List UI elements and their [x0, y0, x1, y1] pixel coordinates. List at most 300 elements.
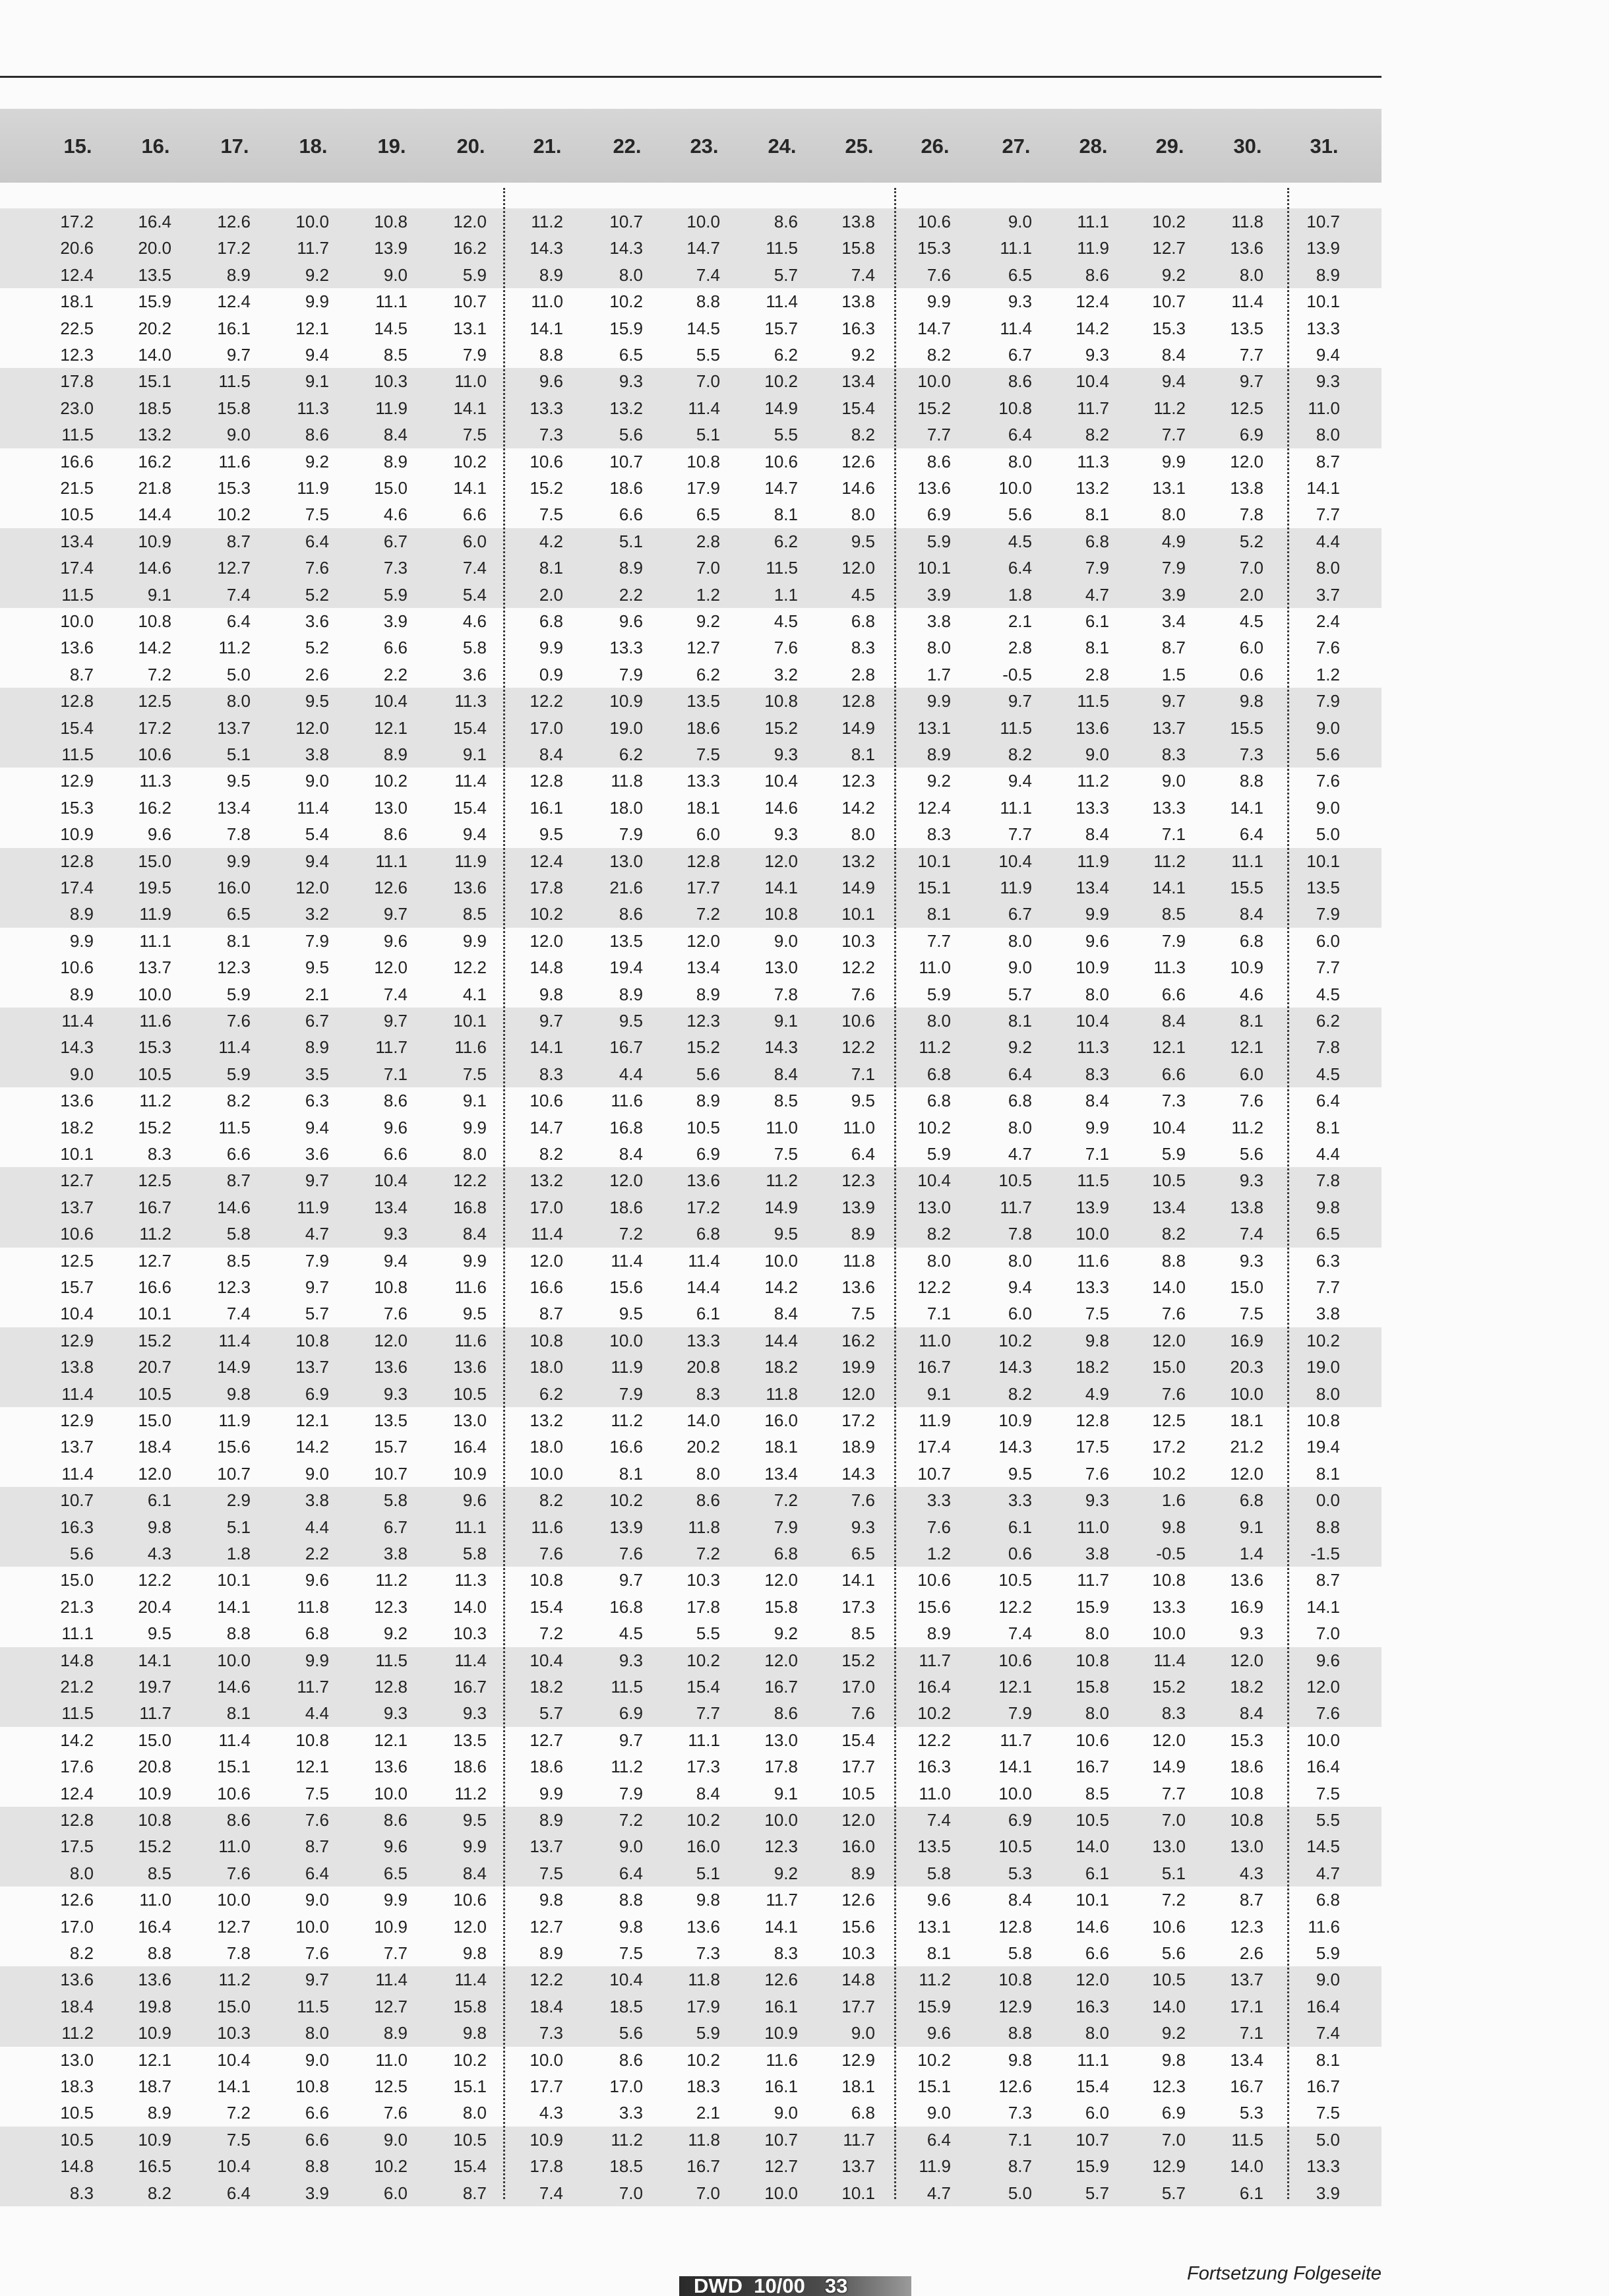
- table-cell: 5.6: [619, 2023, 643, 2043]
- table-cell: 7.3: [539, 2023, 563, 2043]
- table-cell: 11.0: [919, 1783, 951, 1803]
- table-cell: 14.1: [764, 1916, 798, 1937]
- table-cell: 8.0: [305, 2023, 329, 2043]
- table-cell: 11.1: [1077, 2049, 1109, 2070]
- table-cell: 13.7: [530, 1836, 563, 1857]
- table-cell: 4.3: [147, 1544, 171, 1563]
- table-cell: 8.5: [1161, 904, 1186, 924]
- table-cell: 16.8: [453, 1197, 487, 1217]
- table-cell: 8.5: [851, 1623, 875, 1644]
- table-cell: 12.8: [530, 771, 563, 791]
- table-cell: 6.8: [851, 2103, 875, 2123]
- table-cell: 8.9: [383, 2023, 408, 2043]
- table-cell: 14.1: [530, 318, 563, 338]
- table-cell: 11.5: [375, 1650, 408, 1670]
- table-cell: 10.7: [1076, 2129, 1109, 2150]
- table-cell: 7.6: [851, 1490, 875, 1511]
- table-cell: 14.9: [764, 398, 798, 418]
- table-cell: 12.5: [138, 1170, 171, 1191]
- table-cell: 9.5: [1008, 1463, 1032, 1484]
- table-cell: 14.0: [138, 345, 171, 365]
- table-cell: 7.3: [1161, 1091, 1186, 1111]
- table-cell: 9.8: [462, 1943, 487, 1963]
- table-cell: 8.9: [383, 744, 408, 764]
- table-cell: 18.6: [1230, 1757, 1263, 1777]
- table-cell: 12.0: [453, 1916, 487, 1937]
- table-cell: 12.7: [530, 1730, 563, 1750]
- table-cell: 5.9: [226, 1064, 251, 1084]
- table-cell: 6.2: [1316, 1011, 1340, 1031]
- table-cell: 11.5: [61, 744, 94, 764]
- table-cell: 13.6: [1076, 717, 1109, 738]
- table-cell: 11.8: [766, 1383, 798, 1404]
- table-cell: 12.0: [1230, 451, 1263, 471]
- table-cell: 3.8: [1085, 1544, 1109, 1563]
- table-cell: 6.8: [851, 611, 875, 631]
- table-cell: 12.5: [60, 1250, 94, 1271]
- table-cell: 10.7: [217, 1463, 251, 1484]
- table-row: [0, 1620, 1381, 1646]
- table-cell: 10.3: [841, 1943, 875, 1963]
- table-cell: 7.1: [1085, 1144, 1109, 1164]
- table-cell: 13.4: [686, 957, 720, 978]
- table-cell: 12.9: [60, 1410, 94, 1430]
- table-cell: 15.5: [1230, 878, 1263, 897]
- table-cell: 17.7: [686, 878, 720, 897]
- table-cell: 7.0: [1161, 1810, 1186, 1830]
- table-cell: 10.1: [60, 1144, 94, 1164]
- table-cell: 13.1: [453, 318, 487, 338]
- table-cell: 18.6: [686, 717, 720, 738]
- table-cell: 12.3: [217, 1277, 251, 1297]
- table-cell: 10.3: [374, 371, 408, 392]
- table-cell: 15.4: [1076, 2076, 1109, 2096]
- table-cell: 8.2: [539, 1490, 563, 1511]
- table-cell: 4.4: [1316, 531, 1340, 551]
- table-cell: 10.2: [917, 1703, 951, 1724]
- table-row: [0, 1274, 1381, 1300]
- table-cell: 5.4: [462, 584, 487, 605]
- table-cell: 8.0: [619, 264, 643, 285]
- table-cell: 12.3: [60, 345, 94, 365]
- table-cell: 13.2: [138, 425, 171, 445]
- table-cell: 9.5: [305, 691, 329, 711]
- table-cell: 15.9: [609, 318, 643, 338]
- table-cell: 15.4: [841, 1730, 875, 1750]
- day-header: 26.: [921, 135, 950, 158]
- table-cell: 6.9: [619, 1703, 643, 1724]
- table-cell: 18.9: [841, 1437, 875, 1457]
- table-cell: 9.7: [1008, 691, 1032, 711]
- table-cell: 9.6: [539, 371, 563, 392]
- table-cell: 8.3: [926, 824, 951, 845]
- table-cell: 6.5: [619, 345, 643, 365]
- table-cell: 11.4: [61, 1383, 94, 1404]
- table-cell: 9.9: [383, 1890, 408, 1910]
- table-cell: 13.3: [530, 398, 563, 418]
- table-cell: 10.5: [453, 1383, 487, 1404]
- table-cell: 10.5: [138, 1064, 171, 1084]
- table-cell: 14.1: [1230, 797, 1263, 818]
- table-cell: 8.7: [69, 664, 94, 684]
- table-cell: 13.5: [609, 930, 643, 951]
- table-cell: 9.0: [383, 2129, 408, 2150]
- table-cell: 13.3: [686, 771, 720, 791]
- table-cell: 10.2: [998, 1330, 1032, 1350]
- table-cell: 4.9: [1085, 1383, 1109, 1404]
- table-cell: 9.5: [851, 531, 875, 551]
- table-cell: 10.9: [998, 1410, 1032, 1430]
- table-cell: 11.2: [611, 1410, 643, 1430]
- table-cell: 7.3: [539, 425, 563, 445]
- table-cell: 16.0: [841, 1836, 875, 1857]
- table-cell: 16.2: [841, 1330, 875, 1350]
- table-cell: 3.9: [1316, 2183, 1340, 2203]
- table-cell: 11.7: [843, 2129, 875, 2150]
- table-cell: 14.9: [764, 1197, 798, 1217]
- table-cell: 3.9: [305, 2183, 329, 2203]
- table-cell: 15.2: [1152, 1677, 1186, 1697]
- table-cell: 17.9: [686, 478, 720, 498]
- table-cell: 12.4: [60, 1783, 94, 1803]
- table-cell: 10.1: [917, 558, 951, 578]
- table-cell: 9.0: [383, 264, 408, 285]
- table-cell: 10.7: [374, 1463, 408, 1484]
- table-cell: 9.2: [305, 451, 329, 471]
- table-cell: 6.6: [305, 2129, 329, 2150]
- table-cell: 4.4: [619, 1064, 643, 1084]
- table-cell: 8.9: [696, 1091, 720, 1111]
- table-cell: 15.7: [764, 318, 798, 338]
- table-cell: 7.4: [926, 1810, 951, 1830]
- table-cell: 9.7: [1161, 691, 1186, 711]
- table-cell: 11.4: [61, 1463, 94, 1484]
- table-cell: 9.4: [1161, 371, 1186, 392]
- table-cell: 4.5: [774, 611, 798, 631]
- table-cell: 5.9: [696, 2023, 720, 2043]
- table-cell: 11.0: [843, 1117, 875, 1137]
- table-cell: 8.6: [774, 212, 798, 231]
- table-cell: 18.3: [686, 2076, 720, 2096]
- table-cell: 11.0: [454, 371, 487, 392]
- table-cell: 4.5: [1239, 611, 1263, 631]
- table-cell: 13.2: [609, 398, 643, 418]
- table-row: [0, 1700, 1381, 1726]
- table-cell: 11.2: [1231, 1117, 1263, 1137]
- table-row: [0, 1221, 1381, 1247]
- table-cell: 12.1: [1230, 1037, 1263, 1058]
- table-cell: 11.6: [454, 1277, 487, 1297]
- table-cell: 4.3: [1239, 1863, 1263, 1883]
- table-cell: 8.8: [226, 1623, 251, 1644]
- table-cell: 8.3: [1161, 1703, 1186, 1724]
- table-cell: 4.7: [305, 1224, 329, 1244]
- table-row: [0, 475, 1381, 501]
- table-cell: 11.2: [766, 1170, 798, 1191]
- table-cell: 10.6: [60, 957, 94, 978]
- table-cell: 2.0: [1239, 584, 1263, 605]
- table-cell: 8.2: [926, 1224, 951, 1244]
- table-cell: 5.9: [1161, 1144, 1186, 1164]
- table-cell: 6.6: [383, 638, 408, 658]
- table-cell: 19.4: [1306, 1437, 1340, 1457]
- table-row: [0, 1780, 1381, 1807]
- table-cell: 11.5: [766, 558, 798, 578]
- table-cell: 11.4: [61, 1011, 94, 1031]
- table-cell: 8.3: [539, 1064, 563, 1084]
- table-cell: 8.6: [619, 2049, 643, 2070]
- table-cell: 20.6: [60, 238, 94, 258]
- table-cell: 14.7: [686, 238, 720, 258]
- table-cell: 8.9: [383, 451, 408, 471]
- table-cell: 9.5: [619, 1011, 643, 1031]
- table-cell: 9.3: [383, 1383, 408, 1404]
- table-cell: 11.8: [843, 1250, 875, 1271]
- table-cell: 14.5: [374, 318, 408, 338]
- table-cell: 7.6: [383, 2103, 408, 2123]
- page-badge: [679, 2276, 911, 2296]
- table-cell: 12.8: [60, 851, 94, 871]
- table-cell: 18.4: [138, 1437, 171, 1457]
- table-cell: 8.4: [539, 744, 563, 764]
- table-cell: 13.4: [217, 797, 251, 818]
- table-cell: 12.8: [60, 691, 94, 711]
- table-cell: 10.4: [1076, 371, 1109, 392]
- table-cell: 9.0: [226, 425, 251, 445]
- table-cell: 16.1: [764, 2076, 798, 2096]
- table-cell: 9.3: [851, 1517, 875, 1537]
- table-cell: 20.0: [138, 238, 171, 258]
- table-cell: 15.9: [917, 1996, 951, 2016]
- table-cell: 7.0: [696, 371, 720, 392]
- table-cell: 10.6: [1152, 1916, 1186, 1937]
- table-cell: 16.2: [138, 797, 171, 818]
- table-cell: 2.8: [851, 664, 875, 684]
- table-cell: 6.9: [1161, 2103, 1186, 2123]
- table-cell: 17.2: [841, 1410, 875, 1430]
- table-cell: 16.1: [764, 1996, 798, 2016]
- table-cell: 11.9: [1077, 238, 1109, 258]
- table-cell: 6.0: [462, 531, 487, 551]
- table-row: [0, 1194, 1381, 1221]
- table-cell: 8.5: [226, 1250, 251, 1271]
- table-cell: 5.8: [1008, 1943, 1032, 1963]
- table-cell: 9.1: [305, 371, 329, 392]
- table-cell: 12.4: [530, 851, 563, 871]
- table-cell: 15.3: [60, 797, 94, 818]
- table-cell: 15.5: [1230, 717, 1263, 738]
- table-row: [0, 421, 1381, 448]
- table-cell: 11.6: [611, 1091, 643, 1111]
- table-cell: 11.2: [1153, 398, 1186, 418]
- table-cell: 7.0: [1316, 1623, 1340, 1644]
- table-cell: 6.8: [1239, 1490, 1263, 1511]
- table-cell: 10.2: [917, 2049, 951, 2070]
- table-cell: 9.9: [226, 851, 251, 871]
- table-cell: 8.1: [926, 904, 951, 924]
- table-cell: 13.4: [1230, 2049, 1263, 2070]
- table-cell: 18.1: [841, 2076, 875, 2096]
- table-cell: 10.6: [530, 1091, 563, 1111]
- table-cell: 8.9: [69, 904, 94, 924]
- table-cell: 11.5: [61, 425, 94, 445]
- table-cell: 14.1: [1306, 1596, 1340, 1617]
- table-cell: 18.2: [764, 1357, 798, 1377]
- table-cell: 9.3: [462, 1703, 487, 1724]
- table-cell: 10.2: [609, 1490, 643, 1511]
- table-cell: 9.4: [462, 824, 487, 845]
- table-cell: 3.3: [926, 1490, 951, 1511]
- table-cell: 8.9: [851, 1224, 875, 1244]
- table-cell: 7.9: [305, 1250, 329, 1271]
- table-cell: 9.5: [226, 771, 251, 791]
- table-cell: 7.6: [226, 1863, 251, 1883]
- table-cell: 7.5: [619, 1943, 643, 1963]
- table-cell: 6.5: [696, 504, 720, 525]
- table-cell: 7.5: [539, 1863, 563, 1883]
- table-cell: 10.7: [453, 291, 487, 312]
- table-cell: 6.0: [1085, 2103, 1109, 2123]
- table-cell: 17.4: [60, 558, 94, 578]
- table-cell: 12.0: [764, 1570, 798, 1590]
- table-cell: 5.8: [462, 638, 487, 658]
- table-cell: 8.8: [305, 2156, 329, 2177]
- table-cell: 9.8: [1008, 2049, 1032, 2070]
- table-cell: 6.2: [696, 664, 720, 684]
- table-cell: 13.9: [609, 1517, 643, 1537]
- table-cell: 11.3: [1153, 957, 1186, 978]
- table-cell: 6.9: [696, 1144, 720, 1164]
- table-cell: 8.1: [926, 1943, 951, 1963]
- table-cell: 12.5: [1152, 1410, 1186, 1430]
- table-cell: 7.0: [1239, 558, 1263, 578]
- table-cell: 7.2: [226, 2103, 251, 2123]
- table-cell: 5.4: [305, 824, 329, 845]
- table-cell: 10.9: [138, 1783, 171, 1803]
- table-cell: 16.3: [60, 1517, 94, 1537]
- table-cell: 15.8: [841, 238, 875, 258]
- table-cell: 7.9: [1161, 558, 1186, 578]
- table-cell: 7.7: [1316, 1277, 1340, 1297]
- table-cell: 11.9: [919, 2156, 951, 2177]
- table-cell: 12.9: [998, 1996, 1032, 2016]
- table-cell: 7.5: [696, 744, 720, 764]
- table-cell: 11.9: [139, 904, 171, 924]
- table-cell: 8.9: [147, 2103, 171, 2123]
- table-cell: 10.0: [530, 2049, 563, 2070]
- table-cell: 4.7: [926, 2183, 951, 2203]
- table-cell: 11.9: [218, 1410, 251, 1430]
- table-cell: 5.2: [1239, 531, 1263, 551]
- table-cell: 4.5: [1316, 1064, 1340, 1084]
- table-cell: 13.9: [1306, 238, 1340, 258]
- table-cell: 8.9: [696, 984, 720, 1004]
- table-cell: 16.4: [917, 1677, 951, 1697]
- table-row: [0, 262, 1381, 288]
- table-row: [0, 928, 1381, 954]
- table-cell: 6.6: [619, 504, 643, 525]
- table-cell: 9.5: [539, 824, 563, 845]
- table-cell: 11.1: [688, 1730, 720, 1750]
- table-cell: 11.7: [297, 1677, 329, 1697]
- table-cell: 8.4: [1008, 1890, 1032, 1910]
- table-cell: 11.4: [1153, 1650, 1186, 1670]
- table-row: [0, 1034, 1381, 1060]
- table-cell: 18.4: [530, 1996, 563, 2016]
- table-cell: 7.5: [1316, 2103, 1340, 2123]
- table-cell: 5.7: [539, 1703, 563, 1724]
- table-cell: 5.6: [1008, 504, 1032, 525]
- table-cell: 15.0: [1230, 1277, 1263, 1297]
- table-cell: 21.6: [609, 878, 643, 897]
- table-cell: 18.1: [1230, 1410, 1263, 1430]
- table-cell: 16.7: [1076, 1757, 1109, 1777]
- table-cell: 7.8: [226, 824, 251, 845]
- table-cell: 8.6: [1008, 371, 1032, 392]
- table-cell: 11.6: [218, 451, 251, 471]
- day-header: 17.: [220, 135, 249, 158]
- table-row: [0, 634, 1381, 661]
- table-cell: 12.1: [138, 2049, 171, 2070]
- table-cell: 0.6: [1008, 1544, 1032, 1563]
- table-cell: 8.7: [539, 1304, 563, 1324]
- table-cell: 7.3: [1239, 744, 1263, 764]
- table-cell: 7.0: [696, 558, 720, 578]
- table-cell: 13.6: [917, 478, 951, 498]
- table-cell: 10.0: [138, 984, 171, 1004]
- table-cell: 12.5: [374, 2076, 408, 2096]
- table-row: [0, 2180, 1381, 2206]
- table-cell: 11.1: [375, 291, 408, 312]
- table-cell: 9.3: [619, 1650, 643, 1670]
- table-cell: 12.3: [841, 771, 875, 791]
- table-cell: 11.1: [61, 1623, 94, 1644]
- table-cell: 7.4: [1008, 1623, 1032, 1644]
- table-cell: 8.1: [539, 558, 563, 578]
- table-cell: 11.3: [139, 771, 171, 791]
- table-cell: 11.1: [1077, 212, 1109, 231]
- table-cell: 10.8: [530, 1330, 563, 1350]
- table-cell: 11.4: [454, 1650, 487, 1670]
- table-cell: 14.3: [998, 1437, 1032, 1457]
- table-cell: 8.9: [305, 1037, 329, 1058]
- table-cell: 10.9: [138, 2129, 171, 2150]
- table-cell: 7.7: [926, 425, 951, 445]
- table-cell: 5.9: [926, 531, 951, 551]
- table-cell: 6.6: [1161, 1064, 1186, 1084]
- table-cell: 14.2: [138, 638, 171, 658]
- table-cell: 18.2: [60, 1117, 94, 1137]
- table-cell: 11.9: [1000, 878, 1032, 897]
- table-cell: 10.0: [374, 1783, 408, 1803]
- table-row: [0, 1141, 1381, 1167]
- table-cell: 3.4: [1161, 611, 1186, 631]
- table-cell: 11.4: [766, 291, 798, 312]
- table-cell: 10.1: [138, 1304, 171, 1324]
- table-cell: 14.0: [453, 1596, 487, 1617]
- table-cell: 7.1: [383, 1064, 408, 1084]
- table-cell: 11.3: [1077, 1037, 1109, 1058]
- table-cell: 10.1: [217, 1570, 251, 1590]
- table-cell: 8.1: [1239, 1011, 1263, 1031]
- table-cell: 9.7: [619, 1730, 643, 1750]
- table-cell: 2.1: [696, 2103, 720, 2123]
- table-cell: 13.7: [217, 717, 251, 738]
- table-cell: 8.7: [1008, 2156, 1032, 2177]
- table-cell: 21.3: [60, 1596, 94, 1617]
- table-cell: 9.0: [774, 930, 798, 951]
- table-cell: 7.4: [851, 264, 875, 285]
